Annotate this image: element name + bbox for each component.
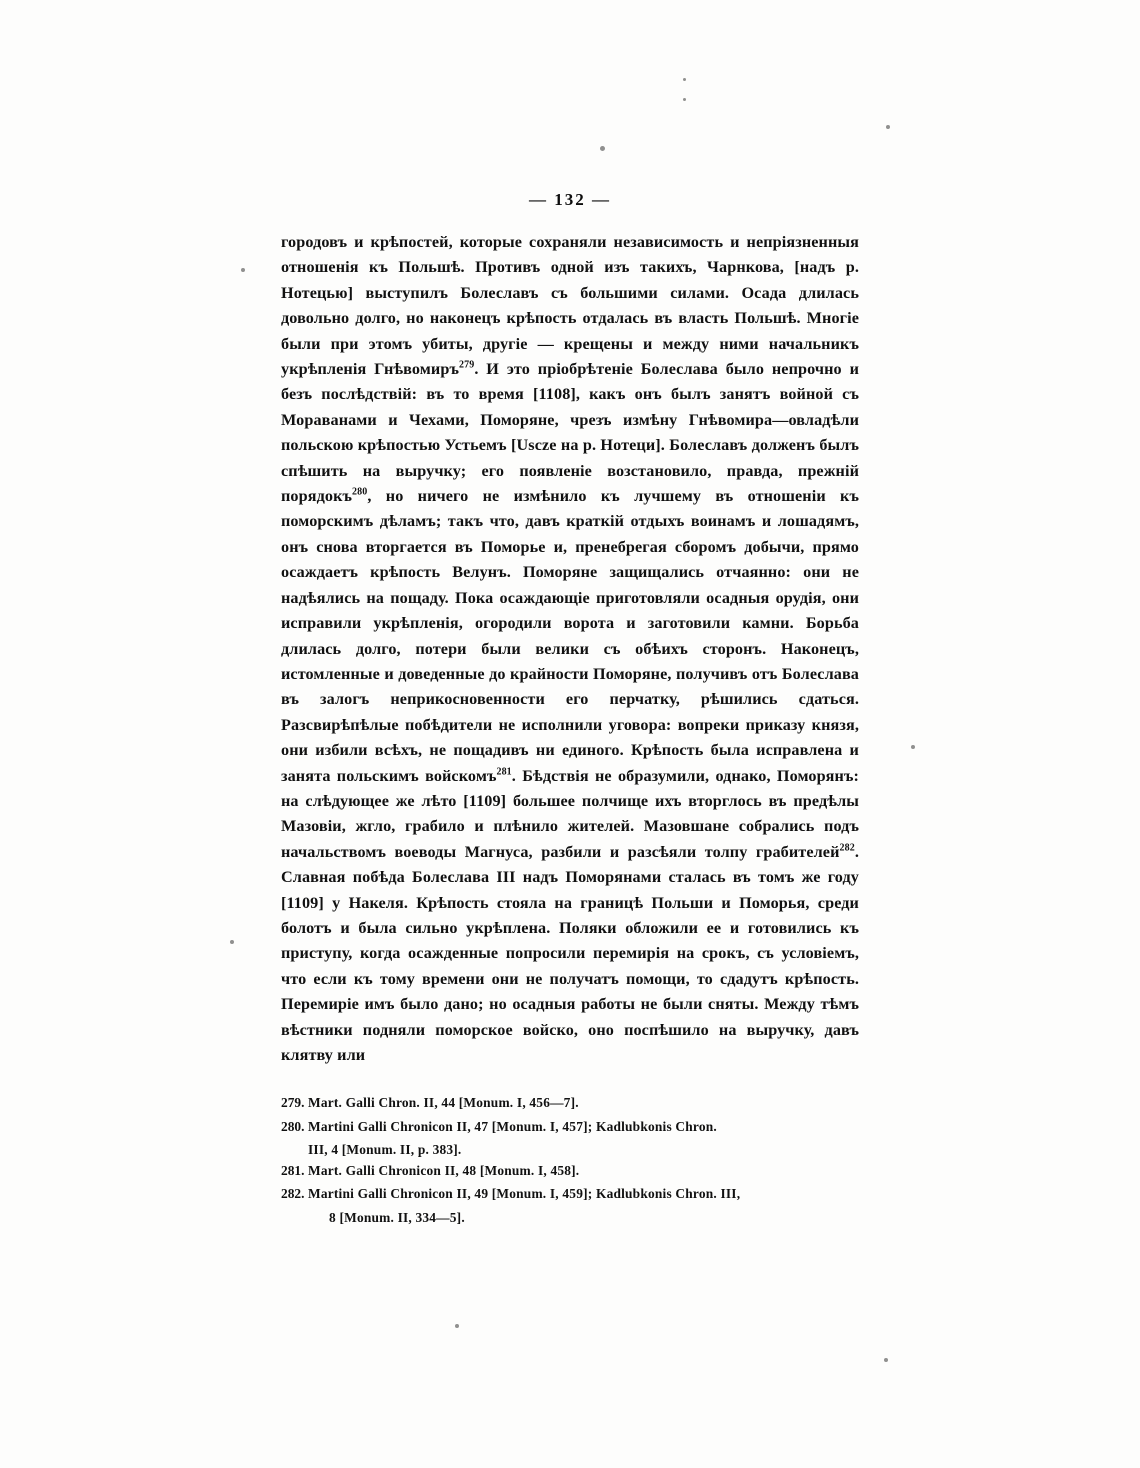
- scan-speck: [683, 78, 686, 81]
- paragraph-segment-1: городовъ и крѣпостей, которые сохраняли независимость и непріязненныя отношенія къ Польшѣ. Противъ одной изъ такихъ, Чарнкова, [надъ р. Нотецью] выступилъ Болеславъ съ большими силами. Осада длилась довольно долго, но наконецъ крѣпость отдалась въ власть Польшѣ. Многіе были при этомъ убиты, другіе — крещены и между ними начальникъ укрѣпленія Гнѣвомиръ: [281, 233, 859, 379]
- footnote-reference-280[interactable]: 280: [352, 486, 368, 498]
- footnote-reference-281[interactable]: 281: [496, 766, 512, 778]
- footnote-text-continued: III, 4 [Monum. II, p. 383].: [308, 1142, 462, 1157]
- scan-speck: [884, 1358, 888, 1362]
- scan-speck: [241, 268, 245, 272]
- footnote-number: 280.: [281, 1118, 305, 1134]
- footnote-text: Mart. Galli Chronicon II, 48 [Monum. I, 458].: [308, 1162, 580, 1178]
- footnote-number: 279.: [281, 1095, 305, 1110]
- scan-speck: [600, 146, 605, 151]
- footnote-text: Martini Galli Chronicon II, 49 [Monum. I, 459]; Kadlubkonis Chron. III,: [308, 1186, 741, 1201]
- scan-speck: [886, 125, 890, 129]
- paragraph-segment-2: . И это пріобрѣтеніе Болеслава было непрочно и безъ послѣдствій: въ то время [1108], какъ онъ былъ занятъ войной съ Мораванами и Чехами, Поморяне, чрезъ измѣну Гнѣвомира—овладѣли польскою крѣпостью Устьемъ [Uscze на р. Нотеци]. Болеславъ долженъ былъ спѣшить на выручку; его появленіе возстановило, правда, прежній порядокъ: [281, 360, 860, 506]
- footnote-text-continued: 8 [Monum. II, 334—5].: [329, 1209, 465, 1225]
- footnote-text: Martini Galli Chronicon II, 47 [Monum. I, 457]; Kadlubkonis Chron.: [308, 1118, 717, 1134]
- scan-speck: [683, 98, 686, 101]
- footnote-item: [281, 1117, 865, 1161]
- body-text: [281, 230, 859, 1068]
- paragraph-segment-4: . Бѣдствія не образумили, однако, Поморянъ: на слѣдующее же лѣто [1109] большее полчище ихъ вторглось въ предѣлы Мазовіи, жгло, грабило и плѣнило жителей. Мазовшане собрались подъ начальствомъ воеводы Магнуса, разбили и разсѣяли толпу грабителей: [281, 766, 859, 861]
- scan-speck: [230, 940, 234, 944]
- footnote-item: [281, 1093, 865, 1114]
- footnote-reference-282[interactable]: 282: [839, 842, 855, 854]
- footnote-item: [281, 1184, 865, 1228]
- footnote-text: Mart. Galli Chron. II, 44 [Monum. I, 456—7].: [308, 1095, 579, 1110]
- footnote-item: [281, 1161, 865, 1182]
- paragraph-segment-5: . Славная побѣда Болеслава III надъ Поморянами сталась въ томъ же году [1109] у Накеля. Крѣпость стояла на границѣ Польши и Поморья, среди болотъ и была сильно укрѣплена. Поляки обложили ее и готовились къ приступу, когда осажденные попросили перемирія на срокъ, съ условіемъ, что если къ тому времени они не получатъ помощи, то сдадутъ крѣпость. Перемиріе имъ было дано; но осадныя работы не были сняты. Между тѣмъ вѣстники подняли поморское войско, оно поспѣшило на выручку, давъ клятву или: [281, 842, 859, 1064]
- page-number: — 132 —: [529, 190, 611, 209]
- paragraph-segment-3: , но ничего не измѣнило къ лучшему въ отношеніи къ поморскимъ дѣламъ; такъ что, давъ краткій отдыхъ воинамъ и лошадямъ, онъ снова вторгается въ Поморье и, пренебрегая сборомъ добычи, прямо осаждаетъ крѣпость Велунъ. Поморяне защищались отчаянно: они не надѣялись на пощаду. Пока осаждающіе приготовляли осадныя орудія, они исправили укрѣпленія, огородили ворота и заготовили камни. Борьба длилась долго, потери были велики съ обѣихъ сторонъ. Наконецъ, истомленные и доведенные до крайности Поморяне, получивъ отъ Болеслава въ залогъ неприкосновенности его перчатку, рѣшились сдаться. Разсвирѣпѣлые побѣдители не исполнили уговора: вопреки приказу князя, они избили всѣхъ, не пощадивъ ни единого. Крѣпость была исправлена и занята польскимъ войскомъ: [281, 487, 859, 785]
- scan-speck: [455, 1324, 459, 1328]
- footnote-reference-279[interactable]: 279: [459, 359, 475, 371]
- footnote-number: 282.: [281, 1186, 305, 1201]
- scan-speck: [911, 745, 915, 749]
- footnote-number: 281.: [281, 1162, 305, 1178]
- main-paragraph: [281, 230, 859, 1068]
- footnotes-section: [281, 1093, 865, 1228]
